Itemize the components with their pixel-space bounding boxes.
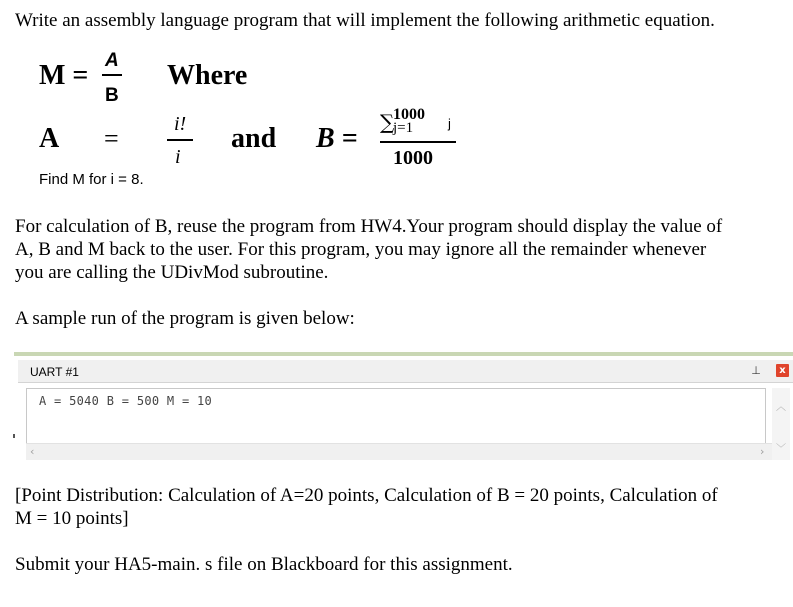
uart-title: UART #1 [30, 365, 79, 379]
eq-b-sigma: ∑ [380, 110, 395, 134]
eq-m-lhs: M = [39, 60, 89, 91]
eq-m-denominator: B [105, 85, 119, 106]
scroll-down-icon[interactable]: ﹀ [776, 444, 786, 455]
uart-window [18, 360, 793, 464]
para-line-2: A, B and M back to the user. For this program, you may ignore all the remainder whenever [15, 239, 707, 260]
eq-where: Where [167, 60, 248, 91]
eq-a-denominator: i [175, 146, 181, 168]
uart-titlebar[interactable] [18, 360, 793, 383]
uart-output-text: A = 5040 B = 500 M = 10 [39, 394, 213, 408]
uart-output-area[interactable] [26, 388, 766, 448]
eq-and: and [231, 123, 277, 154]
eq-a-numerator: i! [174, 113, 187, 135]
pin-icon[interactable]: ⊥ [751, 364, 761, 377]
para-line-3: you are calling the UDivMod subroutine. [15, 262, 329, 283]
eq-b-fraction-bar [380, 141, 456, 143]
sample-intro: A sample run of the program is given below: [15, 308, 355, 329]
eq-b-lower-limit: j=1 [393, 120, 414, 136]
horizontal-scrollbar[interactable] [26, 443, 772, 460]
uart-top-border [14, 352, 793, 356]
scroll-up-icon[interactable]: ︿ [776, 402, 786, 413]
eq-a-lhs: A [39, 123, 60, 154]
find-text: Find M for i = 8. [39, 171, 144, 188]
intro-text: Write an assembly language program that will implement the following arithmetic equation. [15, 10, 715, 31]
scroll-right-icon[interactable]: › [760, 445, 765, 458]
eq-m-numerator: A [105, 50, 119, 71]
eq-m-fraction-bar [102, 74, 122, 76]
points-line-1: [Point Distribution: Calculation of A=20 points, Calculation of B = 20 points, Calculation of [15, 485, 718, 506]
eq-a-fraction-bar [167, 139, 193, 141]
eq-b-term: j [448, 116, 451, 131]
window-edge-mark [13, 434, 15, 438]
vertical-scrollbar[interactable] [772, 388, 790, 460]
scroll-left-icon[interactable]: ‹ [30, 445, 35, 458]
submit-text: Submit your HA5-main. s file on Blackboard for this assignment. [15, 554, 513, 575]
eq-a-equals: = [104, 124, 119, 153]
eq-b-denominator: 1000 [393, 147, 433, 169]
para-line-1: For calculation of B, reuse the program from HW4.Your program should display the value of [15, 216, 723, 237]
close-icon[interactable]: x [776, 364, 789, 377]
points-line-2: M = 10 points] [15, 508, 129, 529]
eq-b-upper-limit: 1000 [393, 106, 425, 123]
eq-b-lhs: B = [316, 123, 358, 154]
